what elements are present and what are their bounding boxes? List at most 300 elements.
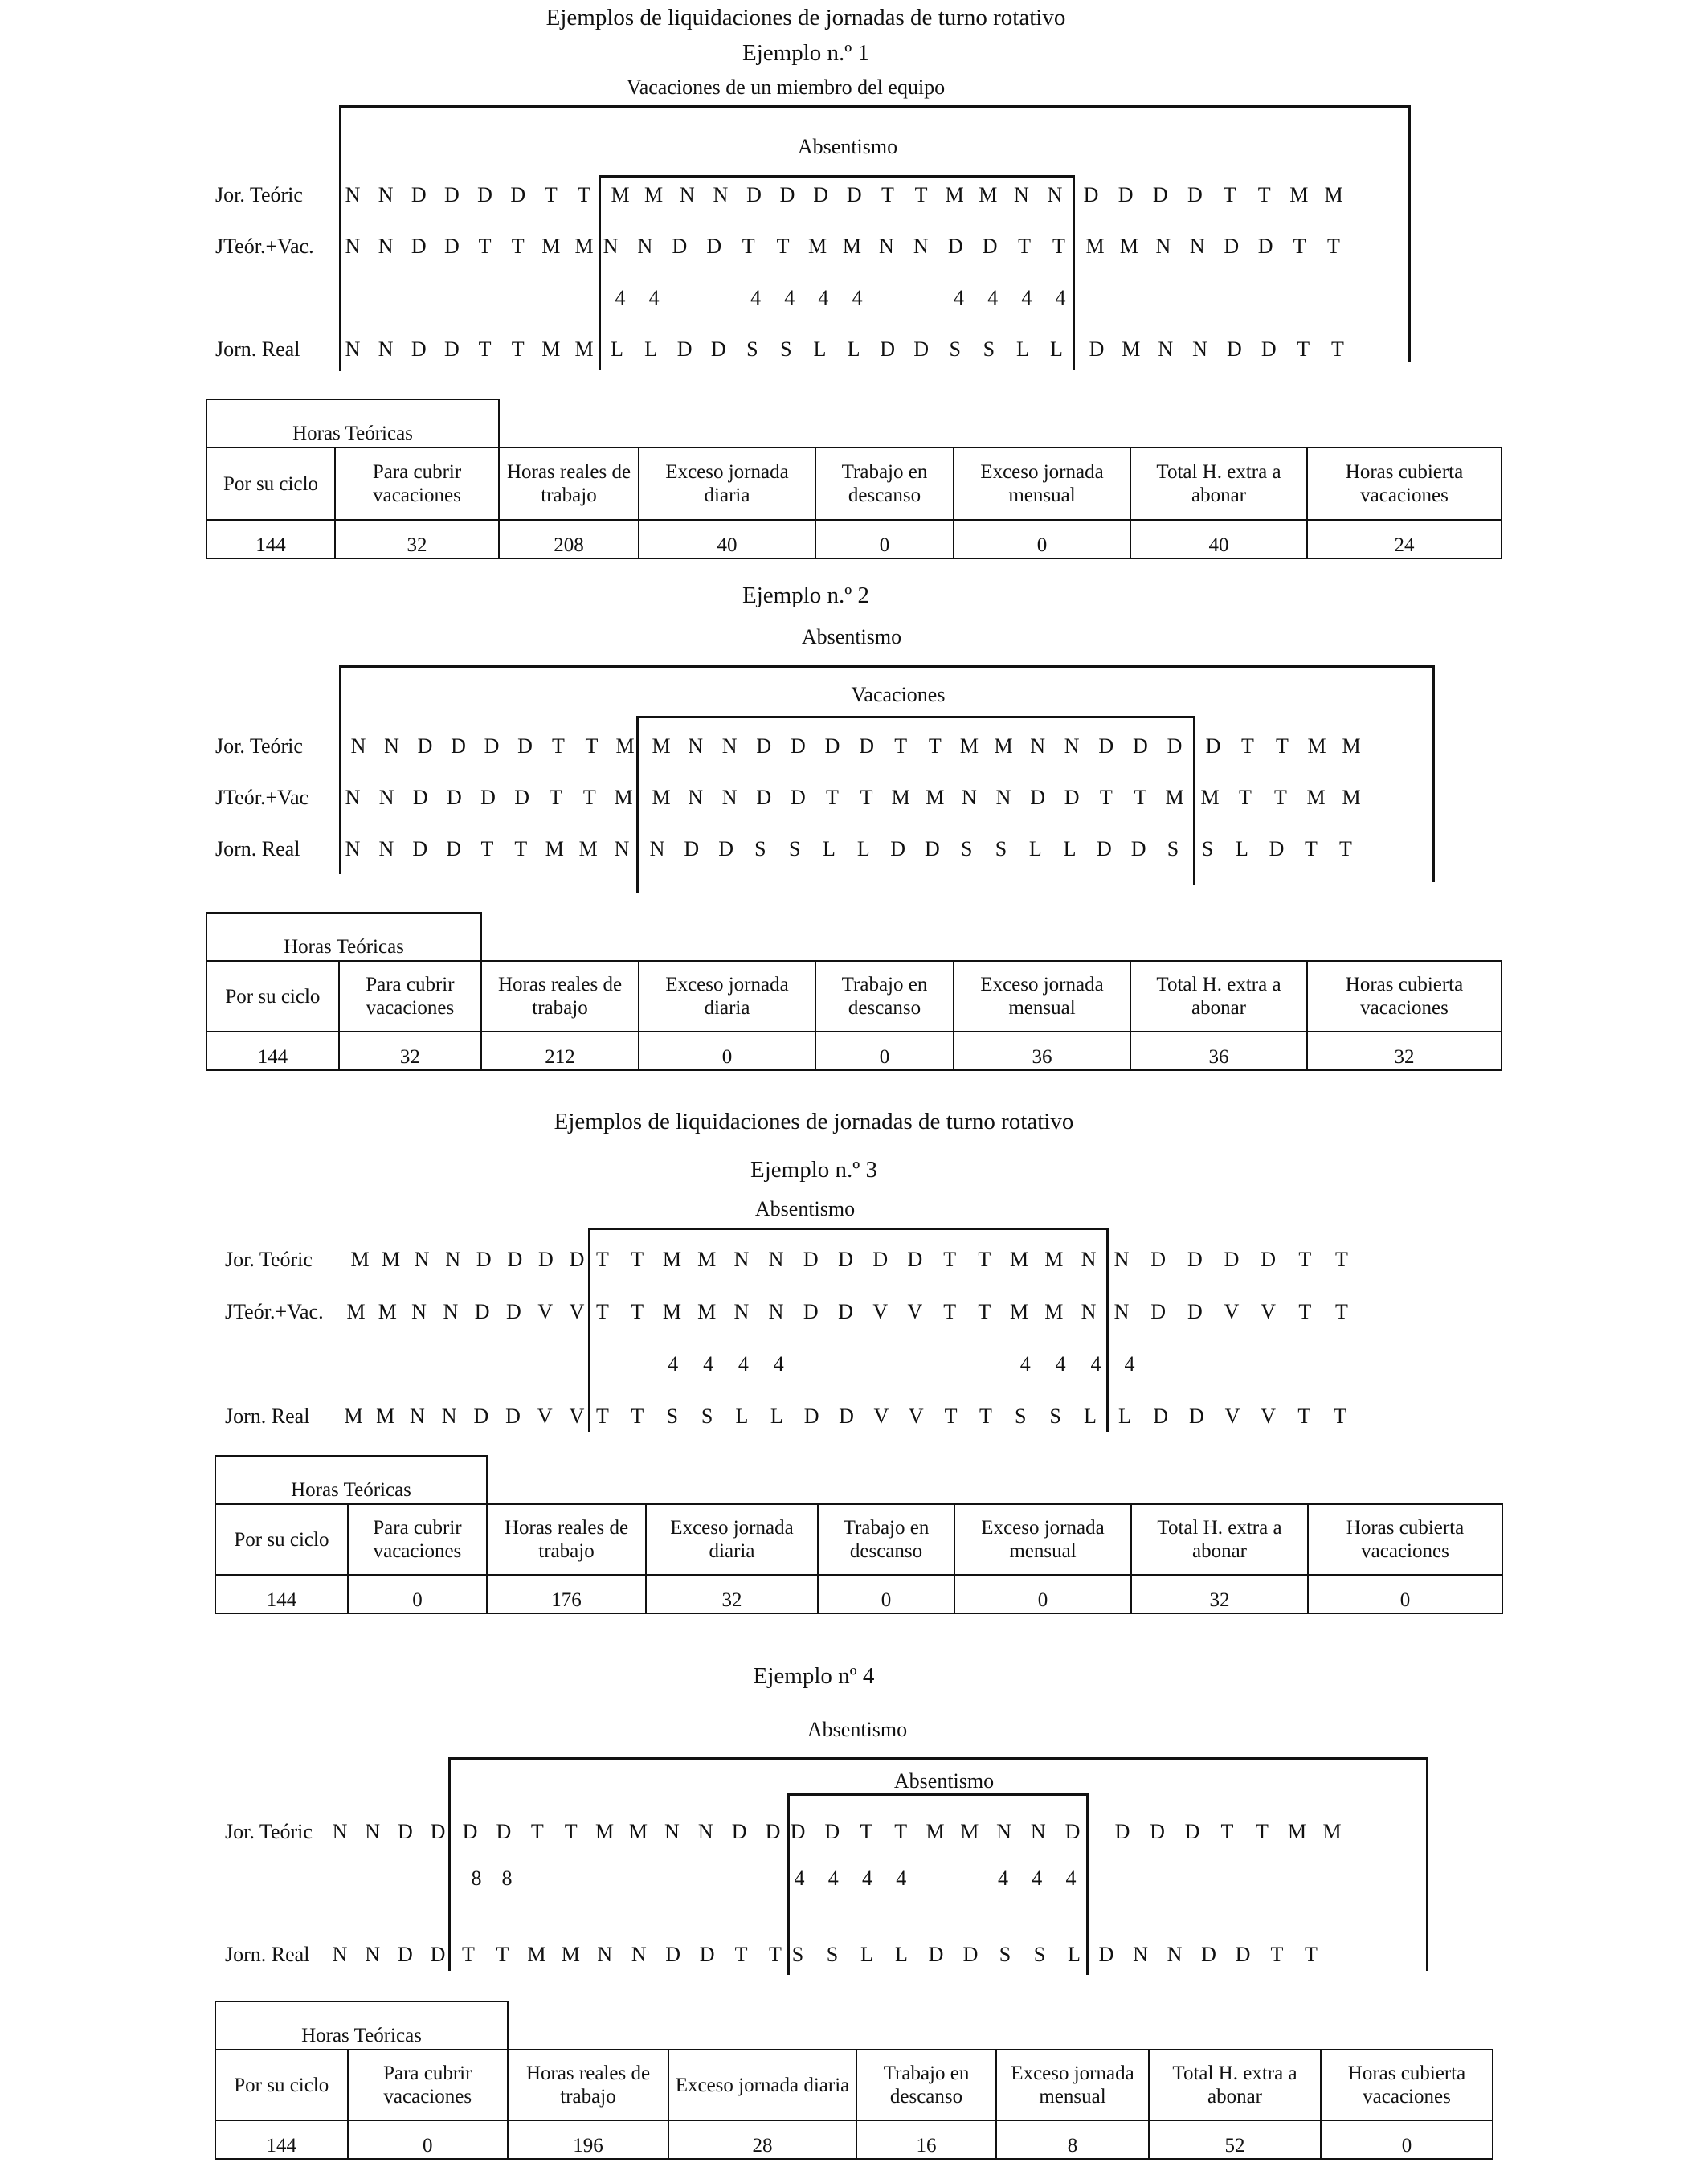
shift-code: N xyxy=(697,1820,713,1843)
example-1-hours-table xyxy=(206,399,1502,559)
shift-code: D xyxy=(1089,337,1105,361)
shift-code: N xyxy=(962,786,977,809)
shift-code: M xyxy=(628,1820,648,1843)
shift-code: N xyxy=(345,183,361,206)
shift-code: L xyxy=(860,1943,873,1966)
shift-code: L xyxy=(895,1943,908,1966)
cell-value: 24 xyxy=(1307,520,1502,558)
shift-code: 4 xyxy=(818,286,829,309)
shift-code: M xyxy=(382,1248,401,1271)
example-4-row-label: Jor. Teóric xyxy=(225,1820,313,1843)
shift-code: M xyxy=(1044,1248,1064,1271)
cell-value: 0 xyxy=(818,1575,954,1613)
shift-code: V xyxy=(908,1404,924,1428)
shift-code: S xyxy=(1049,1404,1061,1428)
shift-code: N xyxy=(1113,1248,1130,1271)
shift-code: T xyxy=(1297,337,1310,361)
shift-code: N xyxy=(679,183,695,206)
group-header: Horas Teóricas xyxy=(215,1456,487,1504)
shift-code: T xyxy=(596,1300,609,1323)
shift-code: V xyxy=(537,1404,553,1428)
shift-code: L xyxy=(1063,837,1077,861)
shift-code: 4 xyxy=(615,286,626,309)
example-1-inner-bracket-right xyxy=(1073,175,1075,370)
shift-code: D xyxy=(474,1300,490,1323)
shift-code: T xyxy=(776,235,790,258)
shift-code: D xyxy=(506,1300,521,1323)
shift-code: T xyxy=(1241,734,1254,758)
shift-code: D xyxy=(1153,1404,1169,1428)
shift-code: N xyxy=(332,1943,348,1966)
example-4-heading: Ejemplo nº 4 xyxy=(753,1663,875,1689)
shift-code: V xyxy=(872,1300,889,1323)
shift-code: N xyxy=(378,786,394,809)
shift-code: T xyxy=(1305,1943,1318,1966)
shift-code: D xyxy=(872,1248,889,1271)
cell-value: 52 xyxy=(1149,2120,1321,2159)
shift-code: N xyxy=(443,1300,459,1323)
shift-code: L xyxy=(823,837,836,861)
shift-code: N xyxy=(1158,337,1174,361)
shift-code: D xyxy=(982,235,998,258)
cell-value: 0 xyxy=(815,520,954,558)
shift-code: D xyxy=(1187,1300,1203,1323)
shift-code: D xyxy=(569,1248,585,1271)
shift-code: M xyxy=(926,1820,945,1843)
shift-code: 4 xyxy=(954,286,965,309)
shift-code: T xyxy=(596,1248,609,1271)
shift-code: 4 xyxy=(987,286,999,309)
shift-code: D xyxy=(803,1404,819,1428)
col-header: Trabajo en descanso xyxy=(818,1504,954,1575)
cell-value: 32 xyxy=(339,1032,481,1070)
example-4-inner-bracket-top xyxy=(787,1793,1089,1796)
shift-code: D xyxy=(765,1820,781,1843)
shift-code: S xyxy=(666,1404,678,1428)
shift-code: D xyxy=(397,1943,413,1966)
cell-value: 36 xyxy=(1130,1032,1307,1070)
example-4-outer-bracket-right xyxy=(1426,1757,1428,1971)
shift-code: M xyxy=(662,1248,681,1271)
shift-code: 4 xyxy=(852,286,863,309)
shift-code: D xyxy=(484,734,500,758)
example-2-bracket-top-label: Absentismo xyxy=(801,625,902,648)
shift-code: N xyxy=(1013,183,1029,206)
example-4-outer-bracket-top xyxy=(448,1757,1428,1760)
example-3-bracket-right xyxy=(1106,1228,1109,1432)
shift-code: D xyxy=(791,734,806,758)
shift-code: L xyxy=(770,1404,783,1428)
shift-code: D xyxy=(1030,786,1045,809)
example-3-row-label: JTeór.+Vac. xyxy=(225,1300,324,1323)
shift-code: D xyxy=(1064,786,1080,809)
shift-code: M xyxy=(1289,183,1309,206)
shift-code: N xyxy=(365,1820,381,1843)
shift-code: M xyxy=(346,1300,366,1323)
cell-value: 8 xyxy=(996,2120,1149,2159)
shift-code: M xyxy=(1165,786,1184,809)
col-header: Horas reales de trabajo xyxy=(499,448,639,520)
example-1-outer-bracket-top xyxy=(339,105,1411,108)
shift-code: S xyxy=(1167,837,1179,861)
shift-code: D xyxy=(1133,734,1148,758)
shift-code: D xyxy=(803,1248,819,1271)
shift-code: T xyxy=(1298,1300,1312,1323)
shift-code: M xyxy=(652,786,671,809)
shift-code: S xyxy=(701,1404,713,1428)
example-3-document-title: Ejemplos de liquidaciones de jornadas de turno rotativo xyxy=(554,1109,1074,1135)
shift-code: L xyxy=(1015,337,1029,361)
shift-code: 4 xyxy=(668,1352,679,1376)
shift-code: T xyxy=(582,786,596,809)
example-1-row-label: Jor. Teóric xyxy=(215,183,303,206)
shift-code: D xyxy=(756,734,772,758)
shift-code: N xyxy=(350,734,366,758)
shift-code: T xyxy=(742,235,755,258)
shift-code: N xyxy=(1081,1248,1097,1271)
col-header: Horas cubierta vacaciones xyxy=(1321,2050,1493,2120)
shift-code: L xyxy=(1050,337,1063,361)
col-header: Por su ciclo xyxy=(215,2050,348,2120)
col-header: Exceso jornada diaria xyxy=(639,448,815,520)
col-header: Total H. extra a abonar xyxy=(1130,961,1307,1032)
shift-code: N xyxy=(1133,1943,1148,1966)
shift-code: D xyxy=(496,1820,512,1843)
shift-code: S xyxy=(754,837,766,861)
shift-code: M xyxy=(541,337,561,361)
shift-code: T xyxy=(769,1943,782,1966)
shift-code: D xyxy=(880,337,895,361)
shift-code: D xyxy=(1184,1820,1200,1843)
shift-code: S xyxy=(746,337,758,361)
shift-code: N xyxy=(345,235,361,258)
shift-code: M xyxy=(561,1943,580,1966)
cell-value: 144 xyxy=(206,1032,339,1070)
shift-code: D xyxy=(473,1404,489,1428)
shift-code: L xyxy=(813,337,827,361)
shift-code: T xyxy=(1099,786,1113,809)
shift-code: D xyxy=(444,235,460,258)
col-header: Para cubrir vacaciones xyxy=(339,961,481,1032)
cell-value: 32 xyxy=(1307,1032,1502,1070)
shift-code: M xyxy=(652,734,671,758)
shift-code: 4 xyxy=(1065,1866,1077,1890)
shift-code: D xyxy=(476,1248,492,1271)
shift-code: D xyxy=(417,734,433,758)
shift-code: D xyxy=(890,837,905,861)
col-header: Horas reales de trabajo xyxy=(487,1504,646,1575)
shift-code: T xyxy=(943,1248,957,1271)
shift-code: T xyxy=(1305,837,1318,861)
shift-code: T xyxy=(1276,734,1289,758)
cell-value: 144 xyxy=(206,520,335,558)
shift-code: M xyxy=(344,1404,363,1428)
shift-code: M xyxy=(574,235,594,258)
shift-code: T xyxy=(1220,1820,1234,1843)
cell-value: 144 xyxy=(215,2120,348,2159)
col-header: Total H. extra a abonar xyxy=(1149,2050,1321,2120)
cell-value: 0 xyxy=(954,520,1130,558)
shift-code: T xyxy=(1339,837,1352,861)
shift-code: D xyxy=(1114,1820,1130,1843)
shift-code: 4 xyxy=(827,1866,839,1890)
example-1-heading: Ejemplo n.º 1 xyxy=(742,40,869,66)
shift-code: T xyxy=(1223,183,1236,206)
shift-code: N xyxy=(1047,183,1063,206)
shift-code: D xyxy=(718,837,733,861)
shift-code: N xyxy=(637,235,653,258)
example-1-bracket-top-label: Vacaciones de un miembro del equipo xyxy=(626,76,946,99)
col-header: Exceso jornada diaria xyxy=(639,961,815,1032)
shift-code: D xyxy=(962,1943,979,1966)
shift-code: S xyxy=(826,1943,839,1966)
col-header: Horas cubierta vacaciones xyxy=(1308,1504,1502,1575)
shift-code: M xyxy=(994,734,1013,758)
shift-code: D xyxy=(412,786,428,809)
col-header: Exceso jornada mensual xyxy=(954,961,1130,1032)
shift-code: D xyxy=(803,1300,819,1323)
cell-value: 0 xyxy=(1308,1575,1502,1613)
document-title: Ejemplos de liquidaciones de jornadas de turno rotativo xyxy=(545,5,1066,31)
shift-code: D xyxy=(480,786,496,809)
shift-code: M xyxy=(979,183,998,206)
shift-code: N xyxy=(733,1248,750,1271)
example-4-bracket-inner-label: Absentismo xyxy=(893,1769,995,1793)
shift-code: T xyxy=(511,337,525,361)
shift-code: 8 xyxy=(501,1866,513,1890)
shift-code: N xyxy=(688,734,703,758)
shift-code: N xyxy=(1113,1300,1130,1323)
example-4-outer-bracket-left xyxy=(448,1757,451,1971)
shift-code: D xyxy=(412,837,428,861)
shift-code: L xyxy=(856,837,870,861)
shift-code: T xyxy=(1270,1943,1284,1966)
shift-code: S xyxy=(995,837,1007,861)
shift-code: 4 xyxy=(862,1866,872,1890)
shift-code: T xyxy=(544,183,558,206)
shift-code: T xyxy=(944,1404,958,1428)
shift-code: S xyxy=(960,837,973,861)
shift-code: N xyxy=(1064,734,1080,758)
shift-code: M xyxy=(350,1248,370,1271)
shift-code: N xyxy=(1167,1943,1183,1966)
shift-code: D xyxy=(1150,1248,1167,1271)
example-2-heading: Ejemplo n.º 2 xyxy=(742,583,869,608)
shift-code: V xyxy=(1261,1300,1277,1323)
shift-code: 4 xyxy=(773,1352,784,1376)
col-header: Exceso jornada mensual xyxy=(954,1504,1131,1575)
shift-code: M xyxy=(1324,183,1343,206)
shift-code: L xyxy=(1028,837,1042,861)
shift-code: N xyxy=(445,1248,461,1271)
shift-code: D xyxy=(791,786,806,809)
shift-code: D xyxy=(430,1820,446,1843)
shift-code: D xyxy=(451,734,466,758)
shift-code: D xyxy=(477,183,492,206)
shift-code: M xyxy=(662,1300,681,1323)
shift-code: T xyxy=(860,786,873,809)
shift-code: D xyxy=(1257,235,1273,258)
example-1-row-label: JTeór.+Vac. xyxy=(215,235,314,258)
shift-code: S xyxy=(1015,1404,1027,1428)
shift-code: N xyxy=(332,1820,348,1843)
col-header: Total H. extra a abonar xyxy=(1131,1504,1308,1575)
shift-code: 4 xyxy=(1055,1352,1066,1376)
col-header: Para cubrir vacaciones xyxy=(348,1504,487,1575)
shift-code: N xyxy=(996,1820,1011,1843)
shift-code: T xyxy=(978,1300,991,1323)
shift-code: M xyxy=(1307,734,1326,758)
col-header: Exceso jornada mensual xyxy=(954,448,1130,520)
shift-code: T xyxy=(1334,1404,1346,1428)
shift-code: D xyxy=(925,837,940,861)
shift-code: 4 xyxy=(703,1352,714,1376)
col-header: Horas cubierta vacaciones xyxy=(1307,448,1502,520)
col-header: Horas reales de trabajo xyxy=(508,2050,668,2120)
shift-code: L xyxy=(1236,837,1248,861)
shift-code: N xyxy=(1189,235,1205,258)
shift-code: N xyxy=(378,235,394,258)
shift-code: M xyxy=(945,183,964,206)
shift-code: D xyxy=(1130,837,1146,861)
shift-code: T xyxy=(552,734,565,758)
shift-code: L xyxy=(1084,1404,1097,1428)
example-1-bracket-inner-label: Absentismo xyxy=(797,135,898,158)
cell-value: 208 xyxy=(499,520,639,558)
col-header: Horas reales de trabajo xyxy=(481,961,639,1032)
shift-code: D xyxy=(1227,337,1242,361)
cell-value: 32 xyxy=(646,1575,818,1613)
shift-code: T xyxy=(578,183,590,206)
shift-code: S xyxy=(780,337,792,361)
example-1-outer-bracket-right xyxy=(1408,105,1411,362)
cell-value: 40 xyxy=(639,520,815,558)
cell-value: 40 xyxy=(1130,520,1307,558)
col-header: Exceso jornada diaria xyxy=(668,2050,856,2120)
shift-code: N xyxy=(1192,337,1207,361)
shift-code: D xyxy=(824,1820,840,1843)
shift-code: M xyxy=(1200,786,1220,809)
cell-value: 0 xyxy=(639,1032,815,1070)
shift-code: T xyxy=(564,1820,578,1843)
shift-code: T xyxy=(928,734,942,758)
shift-code: D xyxy=(514,786,530,809)
shift-code: V xyxy=(1224,1404,1240,1428)
shift-code: N xyxy=(664,1820,680,1843)
shift-code: M xyxy=(1010,1300,1029,1323)
example-4-inner-bracket-left xyxy=(787,1793,790,1975)
shift-code: T xyxy=(496,1943,509,1966)
shift-code: T xyxy=(596,1404,609,1428)
shift-code: 4 xyxy=(750,286,762,309)
shift-code: M xyxy=(1306,786,1326,809)
shift-code: S xyxy=(1201,837,1214,861)
example-4-inner-bracket-right xyxy=(1086,1793,1089,1975)
shift-code: D xyxy=(517,734,533,758)
shift-code: T xyxy=(1298,1248,1312,1271)
shift-code: M xyxy=(1119,235,1138,258)
shift-code: S xyxy=(949,337,961,361)
example-4-row-label: Jorn. Real xyxy=(225,1943,310,1966)
shift-code: 4 xyxy=(1032,1866,1043,1890)
shift-code: N xyxy=(378,183,394,206)
shift-code: D xyxy=(859,734,874,758)
shift-code: M xyxy=(1122,337,1141,361)
cell-value: 32 xyxy=(1131,1575,1308,1613)
group-header: Horas Teóricas xyxy=(215,2001,508,2050)
shift-code: M xyxy=(541,235,561,258)
cell-value: 36 xyxy=(954,1032,1130,1070)
shift-code: D xyxy=(1152,183,1168,206)
shift-code: T xyxy=(631,1300,644,1323)
shift-code: D xyxy=(706,235,722,258)
shift-code: D xyxy=(1187,183,1203,206)
shift-code: V xyxy=(569,1404,585,1428)
shift-code: T xyxy=(1274,786,1287,809)
shift-code: N xyxy=(1030,734,1045,758)
shift-code: D xyxy=(1064,1820,1081,1843)
shift-code: N xyxy=(721,786,738,809)
shift-code: D xyxy=(411,337,427,361)
cell-value: 0 xyxy=(1321,2120,1493,2159)
example-3-bracket-top xyxy=(588,1228,1109,1230)
shift-code: N xyxy=(410,1404,425,1428)
shift-code: 4 xyxy=(1021,286,1032,309)
shift-code: S xyxy=(999,1943,1011,1966)
example-2-inner-bracket-right xyxy=(1193,716,1195,885)
shift-code: T xyxy=(511,235,525,258)
shift-code: S xyxy=(983,337,995,361)
shift-code: T xyxy=(1256,1820,1269,1843)
shift-code: T xyxy=(478,235,492,258)
shift-code: T xyxy=(1239,786,1252,809)
shift-code: T xyxy=(1327,235,1340,258)
shift-code: N xyxy=(649,837,665,861)
shift-code: N xyxy=(378,337,394,361)
shift-code: M xyxy=(574,337,594,361)
shift-code: D xyxy=(1097,837,1112,861)
shift-code: D xyxy=(699,1943,715,1966)
shift-code: 4 xyxy=(1019,1352,1031,1376)
shift-code: T xyxy=(585,734,599,758)
shift-code: D xyxy=(1224,1248,1240,1271)
shift-code: V xyxy=(569,1300,585,1323)
shift-code: V xyxy=(1224,1300,1240,1323)
shift-code: D xyxy=(397,1820,413,1843)
col-header: Para cubrir vacaciones xyxy=(335,448,499,520)
shift-code: D xyxy=(746,183,762,206)
shift-code: 4 xyxy=(738,1352,749,1376)
example-2-bracket-inner-label: Vacaciones xyxy=(851,683,946,706)
shift-code: D xyxy=(779,183,795,206)
col-header: Por su ciclo xyxy=(206,961,339,1032)
example-3-row-label: Jorn. Real xyxy=(225,1404,310,1428)
shift-code: T xyxy=(943,1300,957,1323)
shift-code: M xyxy=(545,837,564,861)
shift-code: T xyxy=(826,786,839,809)
col-header: Total H. extra a abonar xyxy=(1130,448,1307,520)
shift-code: S xyxy=(1033,1943,1046,1966)
shift-code: M xyxy=(615,734,635,758)
shift-code: D xyxy=(1167,734,1183,758)
shift-code: T xyxy=(480,837,494,861)
shift-code: D xyxy=(1269,837,1285,861)
shift-code: N xyxy=(1155,235,1171,258)
shift-code: 4 xyxy=(1124,1352,1135,1376)
shift-code: N xyxy=(768,1248,784,1271)
cell-value: 32 xyxy=(335,520,499,558)
cell-value: 0 xyxy=(348,1575,487,1613)
